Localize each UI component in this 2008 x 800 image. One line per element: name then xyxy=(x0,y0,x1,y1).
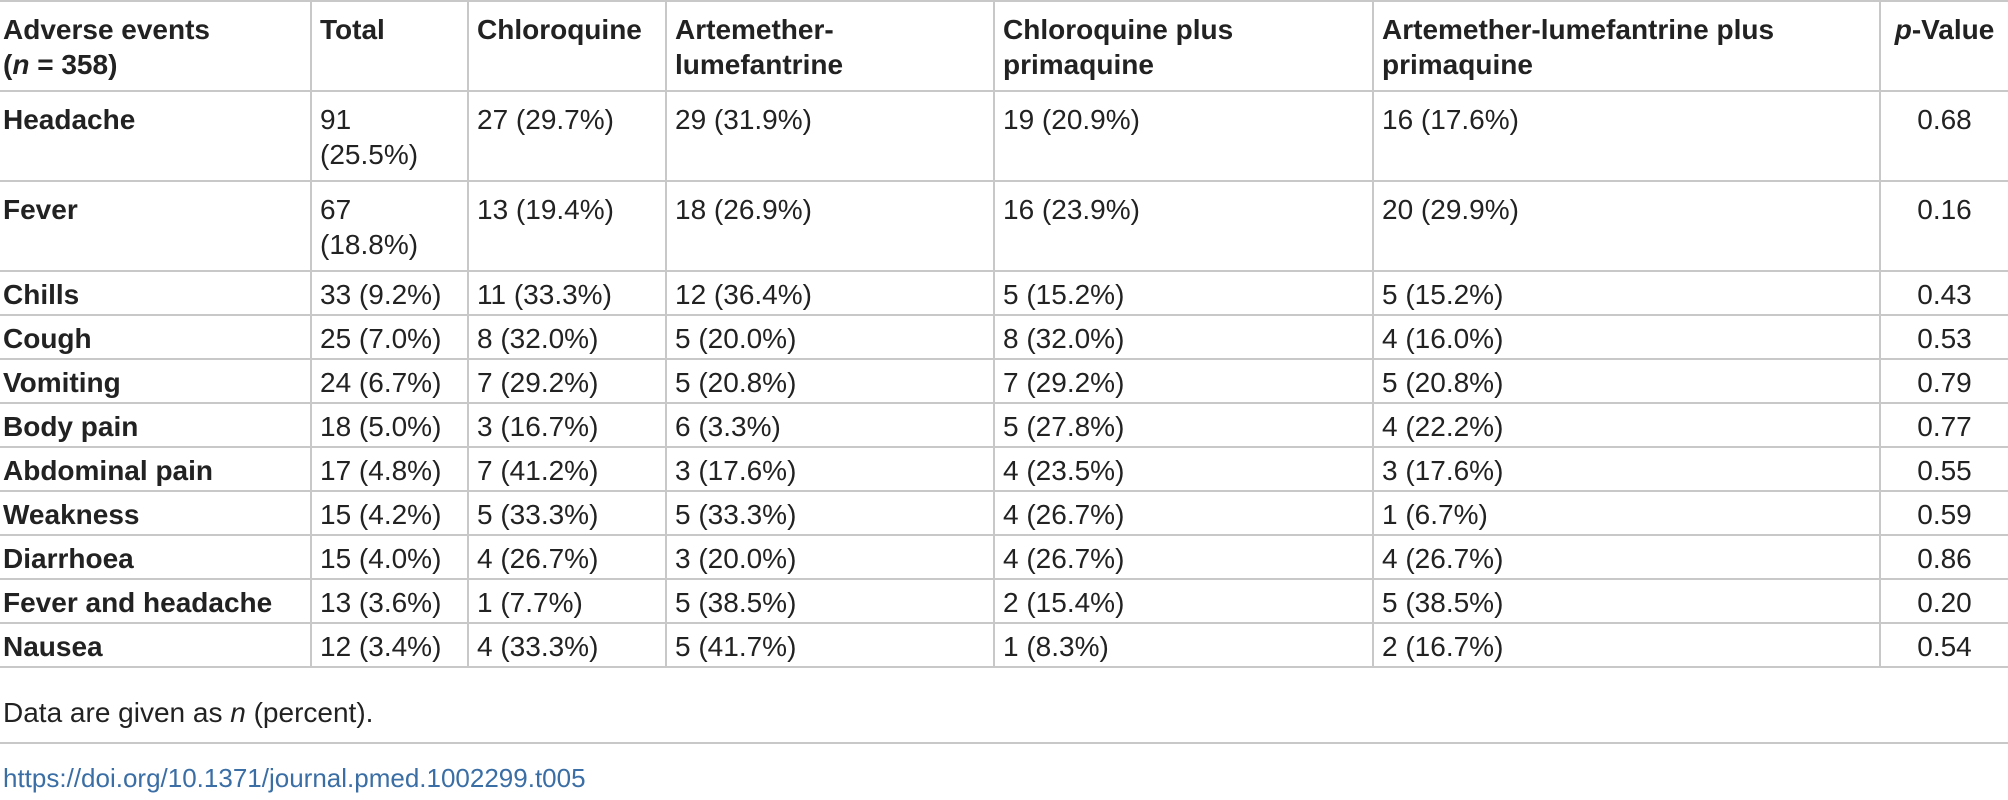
cell-p-value: 0.86 xyxy=(1880,535,2008,579)
cell-chloroquine: 7 (29.2%) xyxy=(468,359,666,403)
cell-total xyxy=(311,91,468,181)
header-row xyxy=(0,1,2008,91)
header-text: = 358) xyxy=(29,49,118,80)
cell-chloroquine: 4 (33.3%) xyxy=(468,623,666,667)
cell-total xyxy=(311,315,468,359)
cell-total-line: 33 (9.2%) xyxy=(320,279,442,310)
cell-total xyxy=(311,623,468,667)
cell-chloroquine-plus-primaquine: 8 (32.0%) xyxy=(994,315,1373,359)
cell-chloroquine-plus-primaquine: 1 (8.3%) xyxy=(994,623,1373,667)
cell-chloroquine-plus-primaquine: 4 (23.5%) xyxy=(994,447,1373,491)
header-text: -Value xyxy=(1911,14,1995,45)
cell-chloroquine: 13 (19.4%) xyxy=(468,181,666,271)
cell-chloroquine: 5 (33.3%) xyxy=(468,491,666,535)
cell-total-line: (25.5%) xyxy=(320,139,419,170)
cell-artemether-lumefantrine-plus-primaquine: 5 (15.2%) xyxy=(1373,271,1880,315)
cell-chloroquine-plus-primaquine: 7 (29.2%) xyxy=(994,359,1373,403)
cell-artemether-lumefantrine: 5 (41.7%) xyxy=(666,623,994,667)
cell-p-value: 0.20 xyxy=(1880,579,2008,623)
header-p-value xyxy=(1880,1,2008,91)
cell-artemether-lumefantrine-plus-primaquine: 16 (17.6%) xyxy=(1373,91,1880,181)
cell-total-line: 25 (7.0%) xyxy=(320,323,442,354)
cell-artemether-lumefantrine: 18 (26.9%) xyxy=(666,181,994,271)
cell-artemether-lumefantrine-plus-primaquine: 2 (16.7%) xyxy=(1373,623,1880,667)
doi-link[interactable]: https://doi.org/10.1371/journal.pmed.1002299.t005 xyxy=(3,763,586,793)
table-row xyxy=(0,403,2008,447)
cell-total xyxy=(311,403,468,447)
cell-chloroquine: 3 (16.7%) xyxy=(468,403,666,447)
footnote-text-before: Data are given as xyxy=(3,697,231,728)
header-text: p xyxy=(1894,14,1912,45)
cell-adverse-event: Body pain xyxy=(0,403,311,447)
table-row xyxy=(0,359,2008,403)
cell-chloroquine-plus-primaquine: 5 (15.2%) xyxy=(994,271,1373,315)
cell-chloroquine-plus-primaquine: 19 (20.9%) xyxy=(994,91,1373,181)
cell-total xyxy=(311,535,468,579)
cell-chloroquine: 11 (33.3%) xyxy=(468,271,666,315)
header-text: ( xyxy=(3,49,13,80)
cell-p-value: 0.68 xyxy=(1880,91,2008,181)
cell-chloroquine: 7 (41.2%) xyxy=(468,447,666,491)
cell-artemether-lumefantrine-plus-primaquine: 3 (17.6%) xyxy=(1373,447,1880,491)
header-text: Total xyxy=(320,14,385,45)
cell-chloroquine: 27 (29.7%) xyxy=(468,91,666,181)
header-text: n xyxy=(12,49,30,80)
header-text: primaquine xyxy=(1382,49,1533,80)
header-text: lumefantrine xyxy=(675,49,844,80)
header-artemether-lumefantrine xyxy=(666,1,994,91)
cell-p-value: 0.79 xyxy=(1880,359,2008,403)
cell-p-value: 0.43 xyxy=(1880,271,2008,315)
cell-artemether-lumefantrine-plus-primaquine: 4 (22.2%) xyxy=(1373,403,1880,447)
header-text: Artemether- xyxy=(675,14,834,45)
header-text: Artemether-lumefantrine plus xyxy=(1382,14,1775,45)
cell-artemether-lumefantrine-plus-primaquine: 4 (26.7%) xyxy=(1373,535,1880,579)
table-row xyxy=(0,447,2008,491)
header-artemether-lumefantrine-plus-primaquine xyxy=(1373,1,1880,91)
cell-total-line: (18.8%) xyxy=(320,229,419,260)
header-chloroquine-plus-primaquine xyxy=(994,1,1373,91)
cell-p-value: 0.16 xyxy=(1880,181,2008,271)
cell-chloroquine-plus-primaquine: 5 (27.8%) xyxy=(994,403,1373,447)
table-row xyxy=(0,91,2008,181)
cell-p-value: 0.55 xyxy=(1880,447,2008,491)
cell-chloroquine-plus-primaquine: 4 (26.7%) xyxy=(994,535,1373,579)
cell-total xyxy=(311,359,468,403)
cell-adverse-event: Cough xyxy=(0,315,311,359)
footer-divider xyxy=(0,742,2008,744)
cell-artemether-lumefantrine: 3 (20.0%) xyxy=(666,535,994,579)
cell-adverse-event: Vomiting xyxy=(0,359,311,403)
cell-adverse-event: Nausea xyxy=(0,623,311,667)
cell-total xyxy=(311,181,468,271)
table-row xyxy=(0,271,2008,315)
cell-total-line: 15 (4.2%) xyxy=(320,499,442,530)
cell-adverse-event: Fever and headache xyxy=(0,579,311,623)
table-row xyxy=(0,623,2008,667)
cell-total-line: 17 (4.8%) xyxy=(320,455,442,486)
cell-total xyxy=(311,491,468,535)
cell-artemether-lumefantrine-plus-primaquine: 1 (6.7%) xyxy=(1373,491,1880,535)
header-chloroquine xyxy=(468,1,666,91)
cell-artemether-lumefantrine: 5 (33.3%) xyxy=(666,491,994,535)
table-row xyxy=(0,315,2008,359)
header-total xyxy=(311,1,468,91)
table-footnote xyxy=(3,695,373,730)
table-body xyxy=(0,91,2008,667)
cell-p-value: 0.53 xyxy=(1880,315,2008,359)
cell-total-line: 24 (6.7%) xyxy=(320,367,442,398)
cell-artemether-lumefantrine: 3 (17.6%) xyxy=(666,447,994,491)
cell-total xyxy=(311,271,468,315)
cell-adverse-event: Chills xyxy=(0,271,311,315)
footnote-italic-n: n xyxy=(230,697,246,728)
cell-artemether-lumefantrine: 5 (20.8%) xyxy=(666,359,994,403)
table-row xyxy=(0,181,2008,271)
table-row xyxy=(0,491,2008,535)
cell-adverse-event: Abdominal pain xyxy=(0,447,311,491)
footnote-text-after: (percent). xyxy=(245,697,374,728)
cell-artemether-lumefantrine: 5 (38.5%) xyxy=(666,579,994,623)
cell-total-line: 12 (3.4%) xyxy=(320,631,442,662)
cell-total-line: 15 (4.0%) xyxy=(320,543,442,574)
cell-adverse-event: Diarrhoea xyxy=(0,535,311,579)
header-adverse-events xyxy=(0,1,311,91)
cell-artemether-lumefantrine-plus-primaquine: 5 (20.8%) xyxy=(1373,359,1880,403)
cell-artemether-lumefantrine: 29 (31.9%) xyxy=(666,91,994,181)
header-text: Chloroquine plus xyxy=(1003,14,1234,45)
cell-total-line: 67 xyxy=(320,194,352,225)
cell-total-line: 18 (5.0%) xyxy=(320,411,442,442)
cell-p-value: 0.77 xyxy=(1880,403,2008,447)
cell-adverse-event: Headache xyxy=(0,91,311,181)
cell-artemether-lumefantrine-plus-primaquine: 4 (16.0%) xyxy=(1373,315,1880,359)
cell-chloroquine-plus-primaquine: 2 (15.4%) xyxy=(994,579,1373,623)
cell-total-line: 13 (3.6%) xyxy=(320,587,442,618)
table-row xyxy=(0,535,2008,579)
header-text: primaquine xyxy=(1003,49,1154,80)
cell-chloroquine: 8 (32.0%) xyxy=(468,315,666,359)
cell-p-value: 0.59 xyxy=(1880,491,2008,535)
cell-chloroquine-plus-primaquine: 4 (26.7%) xyxy=(994,491,1373,535)
table-row xyxy=(0,579,2008,623)
cell-total xyxy=(311,447,468,491)
cell-total xyxy=(311,579,468,623)
cell-chloroquine-plus-primaquine: 16 (23.9%) xyxy=(994,181,1373,271)
header-text: Chloroquine xyxy=(477,14,642,45)
cell-artemether-lumefantrine-plus-primaquine: 5 (38.5%) xyxy=(1373,579,1880,623)
cell-artemether-lumefantrine: 6 (3.3%) xyxy=(666,403,994,447)
cell-chloroquine: 4 (26.7%) xyxy=(468,535,666,579)
cell-chloroquine: 1 (7.7%) xyxy=(468,579,666,623)
cell-artemether-lumefantrine: 12 (36.4%) xyxy=(666,271,994,315)
cell-adverse-event: Weakness xyxy=(0,491,311,535)
cell-total-line: 91 xyxy=(320,104,352,135)
cell-p-value: 0.54 xyxy=(1880,623,2008,667)
cell-artemether-lumefantrine-plus-primaquine: 20 (29.9%) xyxy=(1373,181,1880,271)
cell-adverse-event: Fever xyxy=(0,181,311,271)
cell-artemether-lumefantrine: 5 (20.0%) xyxy=(666,315,994,359)
header-text: Adverse events xyxy=(3,14,211,45)
